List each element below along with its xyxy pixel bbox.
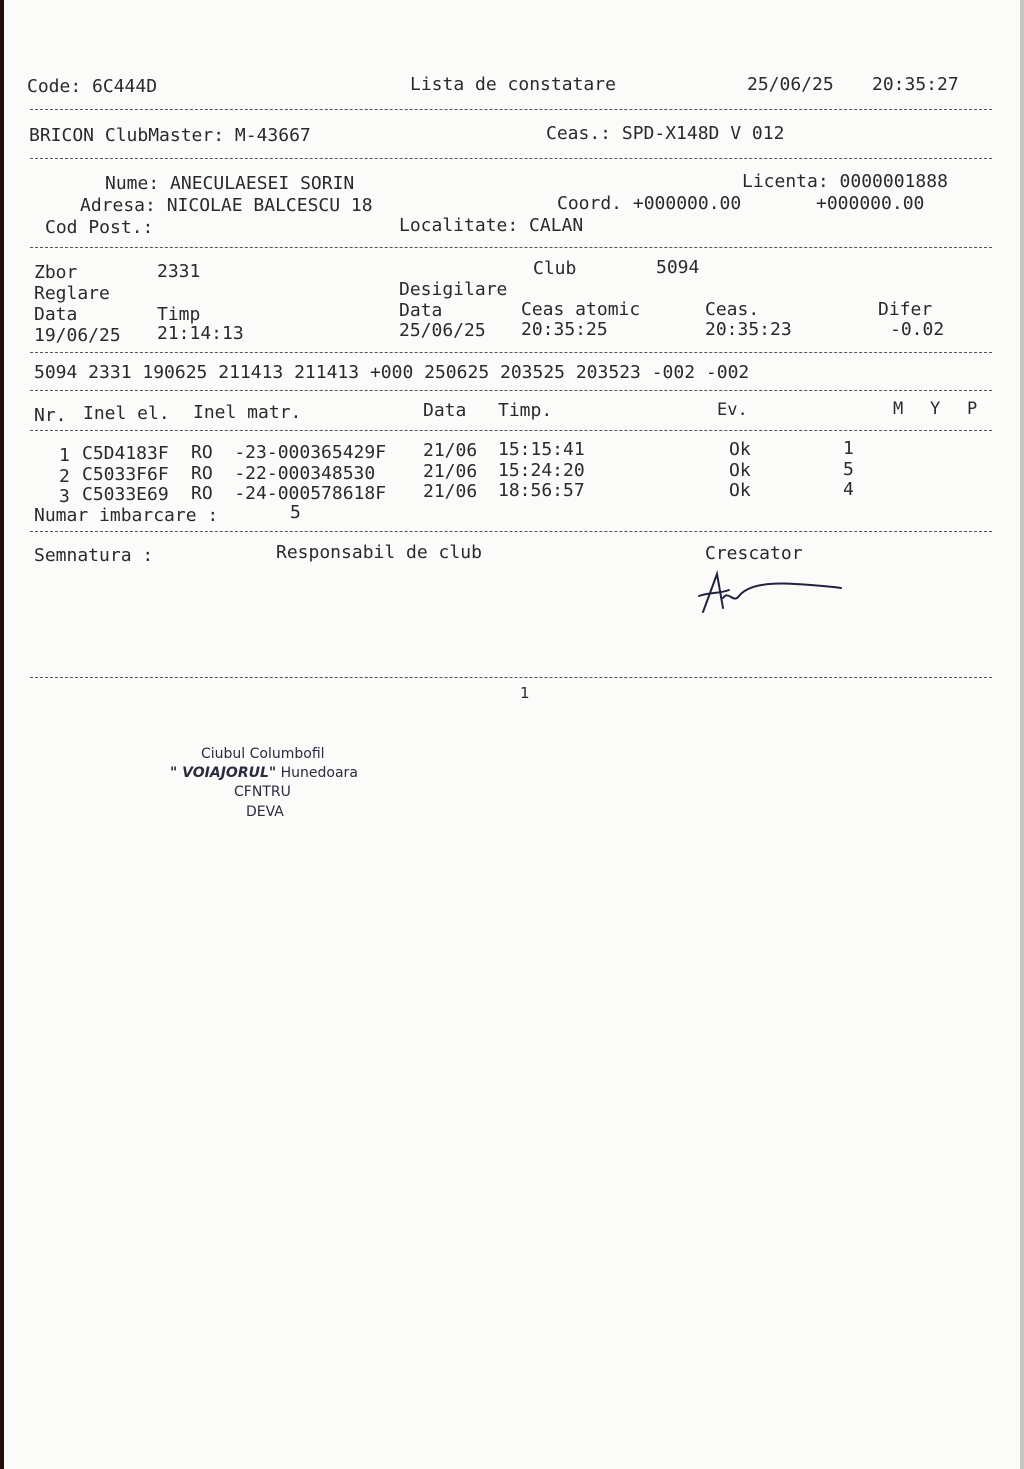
row-data: 21/06: [423, 481, 478, 502]
desigilare-label: Desigilare: [399, 279, 508, 300]
row-data: 21/06: [423, 440, 478, 461]
divider: [30, 109, 992, 110]
stamp-line-1: Ciubul Columbofil: [201, 746, 325, 762]
row-timp: 18:56:57: [498, 480, 585, 501]
desig-date: 25/06/25: [399, 320, 486, 341]
col-ev: Ev.: [717, 400, 748, 420]
document-time: 20:35:27: [872, 74, 959, 95]
club-number: 5094: [656, 257, 700, 278]
divider: [30, 158, 992, 159]
desig-clock-time: 20:35:23: [705, 319, 792, 340]
club-label: Club: [533, 258, 577, 279]
row-value: 4: [843, 479, 854, 500]
row-data: 21/06: [423, 461, 478, 482]
row-value: 1: [843, 438, 854, 459]
row-ev: Ok: [729, 480, 751, 501]
clock-id: Ceas.: SPD-X148D V 012: [546, 123, 785, 144]
flight-number: 2331: [157, 261, 201, 282]
row-inel-el: C5033F6F: [82, 464, 169, 485]
stamp-city: Hunedoara: [280, 765, 358, 781]
owner-coord-2: +000000.00: [816, 193, 925, 214]
imbarcare-label: Numar imbarcare :: [34, 505, 219, 526]
handwritten-signature: [695, 568, 855, 620]
scan-edge-right: [1020, 0, 1024, 1469]
col-inel-el: Inel el.: [83, 403, 170, 424]
desig-data-label: Data: [399, 300, 443, 321]
col-timp: Timp.: [498, 400, 553, 421]
row-inel-el: C5D4183F: [82, 443, 169, 464]
breeder-label: Crescator: [705, 543, 803, 564]
divider: [30, 390, 992, 391]
owner-coord: Coord. +000000.00: [557, 193, 742, 214]
divider: [30, 247, 992, 248]
clubmaster-id: BRICON ClubMaster: M-43667: [29, 125, 311, 146]
divider: [30, 430, 992, 431]
col-y: Y: [930, 399, 941, 419]
col-data: Data: [423, 400, 467, 421]
page-number: 1: [520, 684, 530, 702]
row-inel-matr: RO -24-000578618F: [191, 483, 387, 504]
flight-label: Zbor: [34, 262, 78, 283]
col-inel-matr: Inel matr.: [193, 402, 302, 423]
difference-value: -0.02: [890, 319, 945, 340]
row-value: 5: [843, 459, 854, 480]
reglare-label: Reglare: [34, 283, 110, 304]
reglare-time: 21:14:13: [157, 323, 244, 344]
stamp-club-name: " VOIAJORUL": [170, 765, 277, 781]
row-nr: 2: [59, 466, 70, 487]
row-ev: Ok: [729, 460, 751, 481]
owner-locality: Localitate: CALAN: [399, 215, 584, 236]
row-inel-matr: RO -22-000348530: [191, 463, 376, 484]
stamp-line-4: DEVA: [246, 804, 284, 820]
stamp-line-2: [170, 763, 358, 783]
stamp-line-3: CFNTRU: [234, 784, 291, 800]
owner-license: Licenta: 0000001888: [742, 171, 948, 192]
row-nr: 1: [59, 445, 70, 466]
row-timp: 15:24:20: [498, 460, 585, 481]
ceas-label: Ceas.: [705, 299, 760, 320]
row-nr: 3: [59, 486, 70, 507]
summary-code-line: 5094 2331 190625 211413 211413 +000 250625 203525 203523 -002 -002: [34, 362, 750, 383]
divider: [30, 352, 992, 353]
club-responsible-label: Responsabil de club: [276, 542, 482, 563]
reglare-data-label: Data: [34, 304, 78, 325]
divider: [30, 677, 992, 678]
document-code: Code: 6C444D: [27, 76, 158, 97]
row-inel-el: C5033E69: [82, 484, 169, 505]
document-title: Lista de constatare: [410, 74, 616, 95]
col-p: P: [967, 399, 978, 419]
imbarcare-value: 5: [290, 502, 301, 523]
desig-atomic-time: 20:35:25: [521, 319, 608, 340]
signature-label: Semnatura :: [34, 545, 154, 566]
ceas-atomic-label: Ceas atomic: [521, 299, 641, 320]
row-timp: 15:15:41: [498, 439, 585, 460]
owner-postal-code: Cod Post.:: [45, 217, 154, 238]
divider: [30, 531, 992, 532]
owner-address: Adresa: NICOLAE BALCESCU 18: [80, 195, 373, 216]
reglare-date: 19/06/25: [34, 325, 121, 346]
col-nr: Nr.: [34, 405, 67, 426]
row-inel-matr: RO -23-000365429F: [191, 442, 387, 463]
owner-name: Nume: ANECULAESEI SORIN: [105, 173, 355, 194]
document-date: 25/06/25: [747, 74, 834, 95]
difer-label: Difer: [878, 299, 933, 320]
reglare-timp-label: Timp: [157, 304, 201, 325]
col-m: M: [893, 399, 904, 419]
row-ev: Ok: [729, 439, 751, 460]
